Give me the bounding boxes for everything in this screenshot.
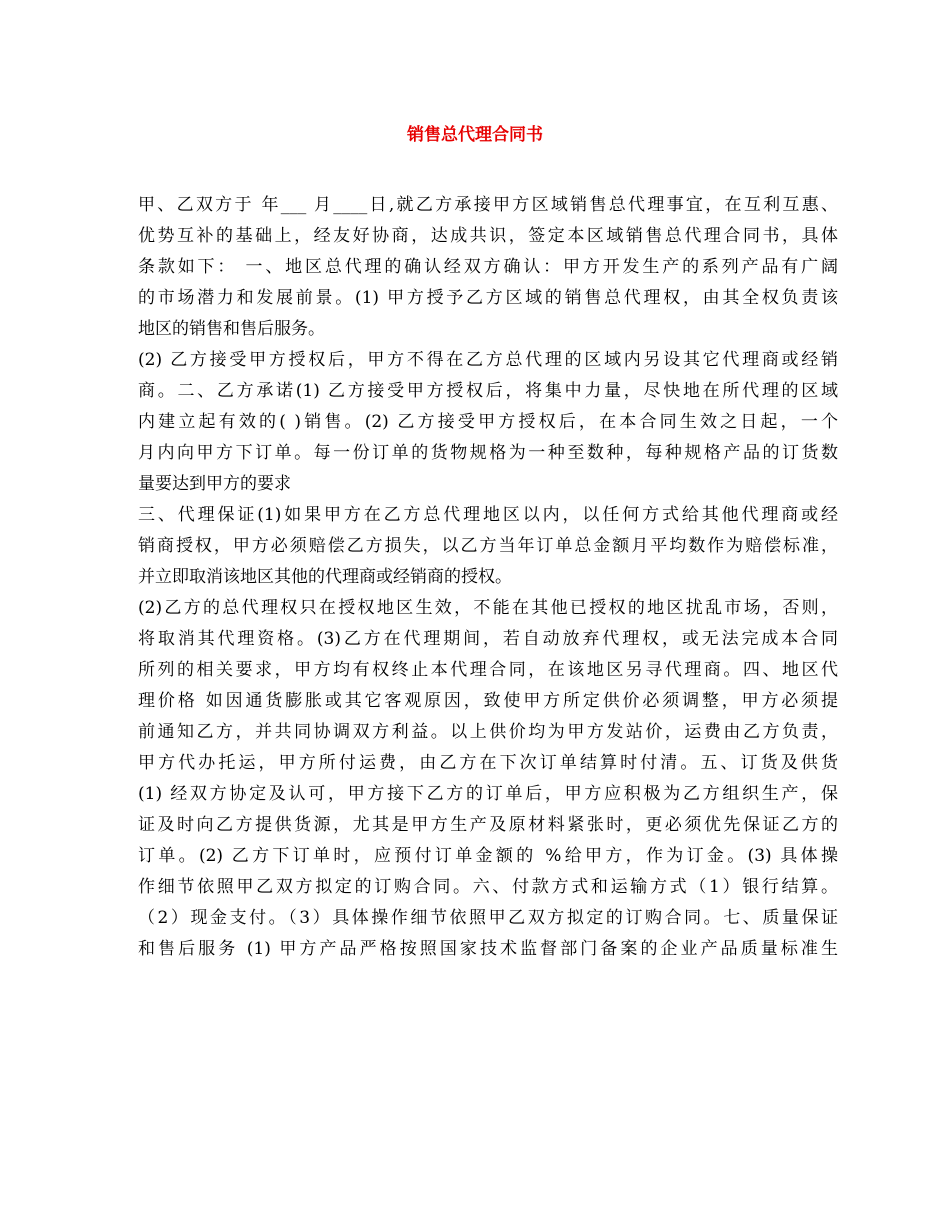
body-line: 销商授权，甲方必须赔偿乙方损失，以乙方当年订单总金额月平均数作为赔偿标准， <box>138 536 838 556</box>
body-line: 证及时向乙方提供货源，尤其是甲方生产及原材料紧张时，更必须优先保证乙方的 <box>138 815 838 835</box>
body-line: (2) 乙方接受甲方授权后，甲方不得在乙方总代理的区域内另设其它代理商或经销 <box>138 350 838 370</box>
body-line: (1) 经双方协定及认可，甲方接下乙方的订单后，甲方应积极为乙方组织生产，保 <box>138 784 838 804</box>
body-line: 条款如下： 一、地区总代理的确认经双方确认：甲方开发生产的系列产品有广阔 <box>138 257 838 277</box>
body-line: 地区的销售和售后服务。 <box>138 319 325 339</box>
body-line: 内建立起有效的( )销售。(2) 乙方接受甲方授权后，在本合同生效之日起，一个 <box>138 412 838 432</box>
body-line: 三、代理保证(1)如果甲方在乙方总代理地区以内，以任何方式给其他代理商或经 <box>138 505 838 525</box>
body-line: 量要达到甲方的要求 <box>138 474 291 494</box>
body-line: (2)乙方的总代理权只在授权地区生效，不能在其他已授权的地区扰乱市场，否则， <box>138 598 838 618</box>
body-line: 前通知乙方，并共同协调双方利益。以上供价均为甲方发站价，运费由乙方负责， <box>138 722 838 742</box>
body-line: 甲方代办托运，甲方所付运费，由乙方在下次订单结算时付清。五、订货及供货 <box>138 753 838 773</box>
body-line: 所列的相关要求，甲方均有权终止本代理合同，在该地区另寻代理商。四、地区代 <box>138 660 838 680</box>
body-line: 甲、乙双方于 年___ 月____日,就乙方承接甲方区域销售总代理事宜，在互利互惠、 <box>138 195 838 215</box>
body-line: 订单。(2) 乙方下订单时，应预付订单金额的 %给甲方，作为订金。(3) 具体操 <box>138 846 838 866</box>
body-line: 月内向甲方下订单。每一份订单的货物规格为一种至数种，每种规格产品的订货数 <box>138 443 838 463</box>
body-line: 理价格 如因通货膨胀或其它客观原因，致使甲方所定供价必须调整，甲方必须提 <box>138 691 838 711</box>
body-line: 将取消其代理资格。(3)乙方在代理期间，若自动放弃代理权，或无法完成本合同 <box>138 629 838 649</box>
document-body <box>138 190 838 965</box>
body-line: 和售后服务 (1) 甲方产品严格按照国家技术监督部门备案的企业产品质量标准生 <box>138 939 838 959</box>
document-title: 销售总代理合同书 <box>407 125 543 145</box>
body-line: （2）现金支付。（3）具体操作细节依照甲乙双方拟定的订购合同。七、质量保证 <box>138 908 838 928</box>
body-line: 商。二、乙方承诺(1) 乙方接受甲方授权后，将集中力量，尽快地在所代理的区域 <box>138 381 838 401</box>
body-line: 并立即取消该地区其他的代理商或经销商的授权。 <box>138 567 512 587</box>
body-line: 的市场潜力和发展前景。(1) 甲方授予乙方区域的销售总代理权，由其全权负责该 <box>138 288 838 308</box>
body-line: 优势互补的基础上，经友好协商，达成共识，签定本区域销售总代理合同书，具体 <box>138 226 838 246</box>
body-line: 作细节依照甲乙双方拟定的订购合同。六、付款方式和运输方式（1）银行结算。 <box>138 877 838 897</box>
